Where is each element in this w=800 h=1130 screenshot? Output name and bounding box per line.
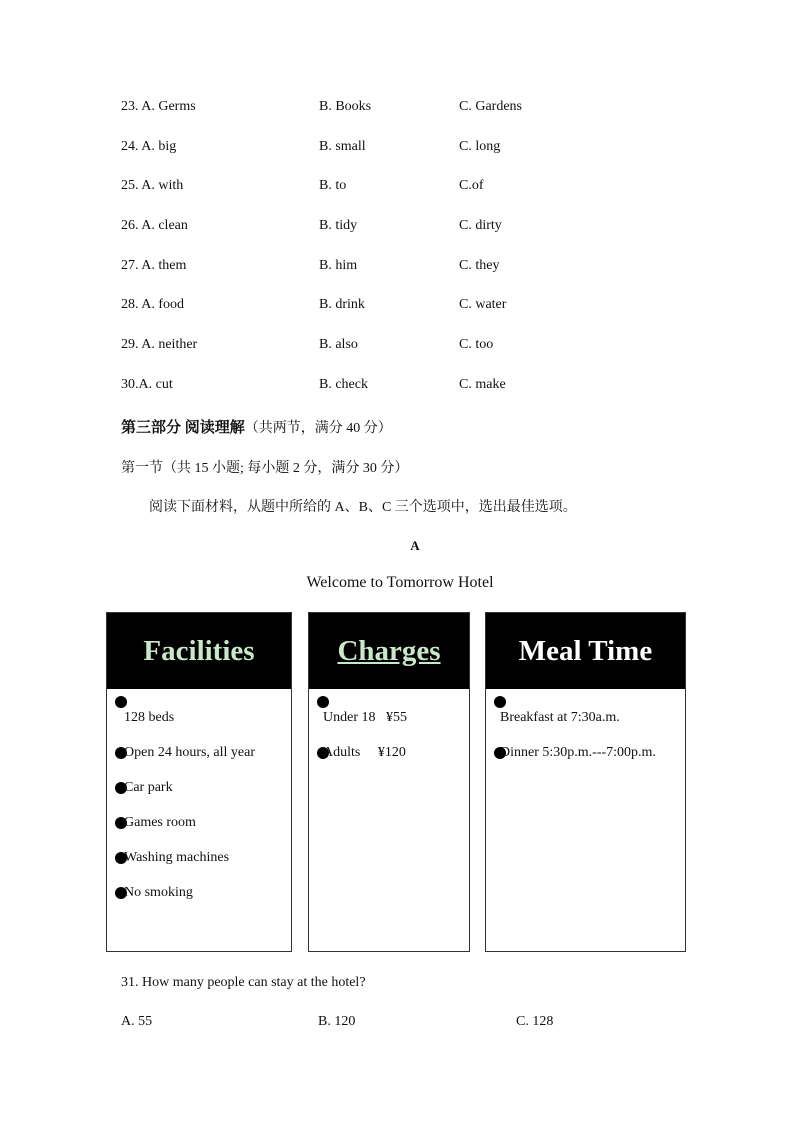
option-a: 28. A. food [121, 297, 184, 312]
option-b: B. tidy [319, 218, 358, 233]
facility-item: 128 beds [124, 710, 175, 725]
meal-time-header: Meal Time [486, 613, 685, 689]
option-b: B. Books [319, 99, 372, 114]
option-a: 24. A. big [121, 139, 177, 154]
facility-item: Car park [124, 780, 173, 795]
meal-item: Breakfast at 7:30a.m. [500, 710, 620, 725]
meal-item: Dinner 5:30p.m.---7:00p.m. [500, 745, 656, 760]
choice-row-28 [121, 297, 681, 317]
facility-item: No smoking [124, 885, 193, 900]
option-c: C. water [459, 297, 507, 312]
bullet-icon [494, 696, 506, 708]
option-b: B. him [319, 258, 358, 273]
option-a: 29. A. neither [121, 337, 198, 352]
choice-row-26 [121, 218, 681, 238]
option-c: C. they [459, 258, 500, 273]
option-b: B. check [319, 377, 368, 392]
bullet-icon [317, 696, 329, 708]
question-option-b: B. 120 [318, 1014, 356, 1029]
choice-row-23 [121, 99, 681, 119]
instructions: 阅读下面材料，从题中所给的 A、B、C 三个选项中，选出最佳选项。 [149, 500, 577, 515]
option-a: 27. A. them [121, 258, 187, 273]
question-option-c: C. 128 [516, 1014, 554, 1029]
charge-item: Under 18 ¥55 [323, 710, 407, 725]
choice-row-30 [121, 377, 681, 397]
option-a: 26. A. clean [121, 218, 188, 233]
option-c: C. Gardens [459, 99, 522, 114]
passage-title: Welcome to Tomorrow Hotel [306, 574, 494, 591]
charge-item: Adults ¥120 [323, 745, 406, 760]
question-option-a: A. 55 [121, 1014, 153, 1029]
option-c: C. too [459, 337, 494, 352]
option-a: 30.A. cut [121, 377, 173, 392]
option-c: C.of [459, 178, 484, 193]
option-c: C. make [459, 377, 506, 392]
facilities-header: Facilities [107, 613, 291, 689]
facility-item: Games room [124, 815, 196, 830]
option-b: B. also [319, 337, 358, 352]
choice-row-29 [121, 337, 681, 357]
option-c: C. long [459, 139, 501, 154]
facility-item: Open 24 hours, all year [124, 745, 256, 760]
subsection-heading: 第一节（共 15 小题; 每小题 2 分，满分 30 分） [121, 461, 409, 476]
meal-time-box [485, 612, 686, 952]
section-heading [121, 416, 392, 437]
facility-item: Washing machines [124, 850, 230, 865]
section-title-paren: （共两节，满分 40 分） [244, 421, 392, 436]
choice-row-27 [121, 258, 681, 278]
option-c: C. dirty [459, 218, 502, 233]
option-b: B. to [319, 178, 347, 193]
charges-header: Charges [309, 613, 469, 689]
option-a: 23. A. Germs [121, 99, 196, 114]
question-text: 31. How many people can stay at the hotel? [121, 975, 366, 990]
bullet-icon [115, 696, 127, 708]
option-b: B. drink [319, 297, 365, 312]
option-b: B. small [319, 139, 366, 154]
option-a: 25. A. with [121, 178, 184, 193]
choice-row-25 [121, 178, 681, 198]
choice-row-24 [121, 139, 681, 159]
charges-box [308, 612, 470, 952]
facilities-box [106, 612, 292, 952]
section-title: 第三部分 阅读理解 [121, 420, 245, 436]
passage-label: A [410, 538, 420, 553]
